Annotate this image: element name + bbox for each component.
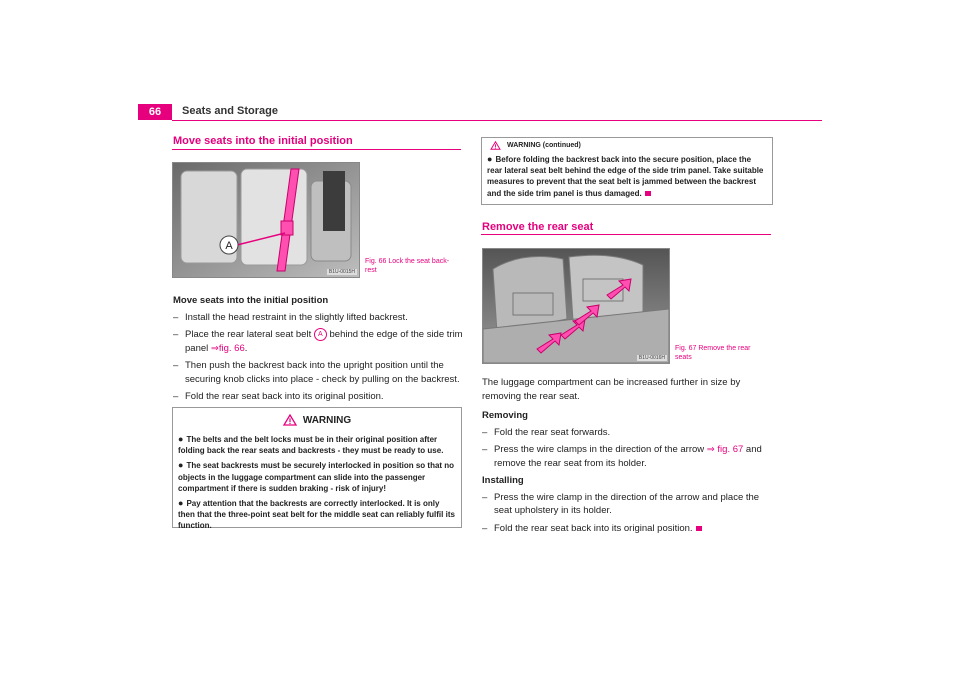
step-item: – Fold the rear seat back into its original position. <box>173 391 384 403</box>
figure-66-code: B1U-0015H <box>328 269 355 275</box>
step-item: – Fold the rear seat forwards. <box>482 426 611 438</box>
warning-continued-box <box>481 137 773 205</box>
step-item: – Press the wire clamps in the direction of the arrow ⇒ fig. 67 and remove the rear seat from its holder. <box>482 444 762 469</box>
bullet-icon: ● <box>178 434 184 444</box>
step-item: – Press the wire clamp in the direction of the arrow and place the seat upholstery in its holder. <box>482 491 760 516</box>
step-item: – Place the rear lateral seat belt A behind the edge of the side trim panel ⇒fig. 66. <box>173 329 463 354</box>
intro-paragraph: The luggage compartment can be increased further in size by removing the rear seat. <box>482 377 741 402</box>
fig-66-link[interactable]: fig. 66 <box>218 342 245 354</box>
figure-66-callout: A <box>225 240 233 252</box>
chapter-title: Seats and Storage <box>182 105 278 117</box>
warning-item: ● The seat backrests must be securely interlocked in position so that no objects in the luggage compartment can slide into the passenger compartment if there is sudden braking - risk of injury! <box>178 460 455 493</box>
figure-67-image <box>482 248 670 364</box>
step-item: – Then push the backrest back into the upright position until the securing knob clicks into place - check by pulling on the backrest. <box>173 360 460 385</box>
page-number: 66 <box>138 104 172 120</box>
warning-triangle-icon <box>490 141 501 150</box>
subheading-initial-position: Move seats into the initial position <box>173 295 329 306</box>
section-title-initial-position: Move seats into the initial position <box>173 135 353 147</box>
header-rule <box>172 120 822 121</box>
subheading-installing: Installing <box>482 475 524 486</box>
subheading-removing: Removing <box>482 410 528 421</box>
section-title-remove-rear-seat: Remove the rear seat <box>482 221 594 233</box>
bullet-icon: ● <box>487 154 493 164</box>
end-of-section-icon <box>696 526 702 531</box>
arrow-right-icon: ⇒ <box>210 342 219 354</box>
end-of-section-icon <box>645 191 651 196</box>
warning-item: ● Pay attention that the backrests are correctly interlocked. It is only then that the three-point seat belt for the middle seat can reliably fulfil its function. <box>178 498 455 531</box>
warning-title: WARNING <box>302 414 352 426</box>
warning-box <box>172 407 462 531</box>
warning-continued-title: WARNING (continued) <box>507 141 581 149</box>
figure-67-caption: Fig. 67 Remove the rear seats <box>675 345 751 361</box>
warning-item: ● Before folding the backrest back into the secure position, place the rear lateral seat belt behind the edge of the side trim panel. Take suitable measures to prevent that the seat belt is jammed between the backrest and the side trim panel is thus damaged. <box>487 154 764 198</box>
figure-67-code: B1U-0016H <box>638 355 665 361</box>
fig-67-link[interactable]: fig. 67 <box>717 444 744 455</box>
section-rule <box>172 149 461 150</box>
bullet-icon: ● <box>178 498 184 509</box>
warning-header <box>173 408 461 432</box>
callout-a-marker: A <box>314 328 327 341</box>
arrow-right-icon: ⇒ <box>706 444 715 455</box>
step-item: – Install the head restraint in the slightly lifted backrest. <box>173 311 408 323</box>
warning-continued-header <box>482 138 772 152</box>
bullet-icon: ● <box>178 460 184 471</box>
section-rule <box>481 234 771 235</box>
warning-item: ● The belts and the belt locks must be in their original position after folding back the rear seats and backrests - they must be ready to use. <box>178 434 444 456</box>
figure-66-image <box>172 162 360 278</box>
left-instructions <box>173 292 463 408</box>
step-item: – Fold the rear seat back into its original position. <box>482 522 774 536</box>
warning-triangle-icon <box>283 414 297 426</box>
right-instructions <box>482 376 774 539</box>
figure-66-caption: Fig. 66 Lock the seat back-rest <box>365 258 450 274</box>
